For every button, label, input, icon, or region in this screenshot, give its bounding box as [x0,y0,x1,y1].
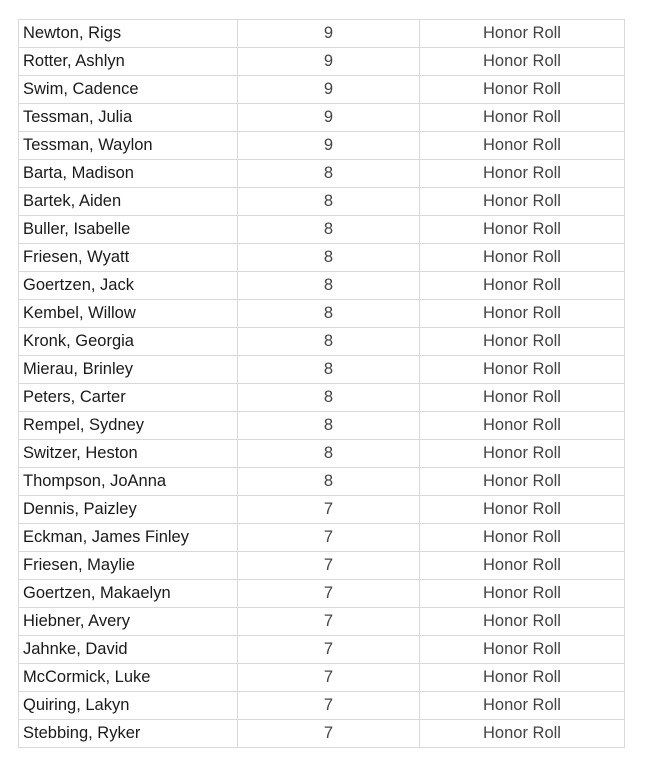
grade-cell[interactable]: 7 [238,496,420,524]
grade-cell[interactable]: 9 [238,132,420,160]
student-name-cell[interactable]: Switzer, Heston [19,440,238,468]
table-row [19,216,625,244]
table-row [19,552,625,580]
grade-cell[interactable]: 9 [238,104,420,132]
table-row [19,692,625,720]
award-cell[interactable]: Honor Roll [420,132,625,160]
award-cell[interactable]: Honor Roll [420,188,625,216]
grade-cell[interactable]: 8 [238,412,420,440]
student-name-cell[interactable]: Dennis, Paizley [19,496,238,524]
award-cell[interactable]: Honor Roll [420,664,625,692]
table-row [19,720,625,748]
grade-cell[interactable]: 8 [238,468,420,496]
student-name-cell[interactable]: Quiring, Lakyn [19,692,238,720]
student-name-cell[interactable]: Goertzen, Jack [19,272,238,300]
table-row [19,132,625,160]
student-name-cell[interactable]: Kronk, Georgia [19,328,238,356]
award-cell[interactable]: Honor Roll [420,524,625,552]
grade-cell[interactable]: 7 [238,720,420,748]
student-name-cell[interactable]: Mierau, Brinley [19,356,238,384]
grade-cell[interactable]: 9 [238,48,420,76]
award-cell[interactable]: Honor Roll [420,76,625,104]
award-cell[interactable]: Honor Roll [420,20,625,48]
student-name-cell[interactable]: Hiebner, Avery [19,608,238,636]
award-cell[interactable]: Honor Roll [420,580,625,608]
grade-cell[interactable]: 8 [238,160,420,188]
student-name-cell[interactable]: Goertzen, Makaelyn [19,580,238,608]
student-name-cell[interactable]: Kembel, Willow [19,300,238,328]
award-cell[interactable]: Honor Roll [420,496,625,524]
table-row [19,664,625,692]
student-name-cell[interactable]: Tessman, Waylon [19,132,238,160]
grade-cell[interactable]: 8 [238,244,420,272]
table-row [19,244,625,272]
table-row [19,384,625,412]
award-cell[interactable]: Honor Roll [420,244,625,272]
grade-cell[interactable]: 7 [238,552,420,580]
table-row [19,300,625,328]
table-row [19,48,625,76]
table-row [19,468,625,496]
grade-cell[interactable]: 8 [238,272,420,300]
table-row [19,524,625,552]
student-name-cell[interactable]: McCormick, Luke [19,664,238,692]
student-name-cell[interactable]: Tessman, Julia [19,104,238,132]
table-row [19,188,625,216]
award-cell[interactable]: Honor Roll [420,608,625,636]
table-row [19,412,625,440]
award-cell[interactable]: Honor Roll [420,552,625,580]
award-cell[interactable]: Honor Roll [420,720,625,748]
grade-cell[interactable]: 7 [238,524,420,552]
table-body [19,20,625,748]
award-cell[interactable]: Honor Roll [420,636,625,664]
grade-cell[interactable]: 8 [238,188,420,216]
award-cell[interactable]: Honor Roll [420,328,625,356]
award-cell[interactable]: Honor Roll [420,356,625,384]
grade-cell[interactable]: 8 [238,356,420,384]
award-cell[interactable]: Honor Roll [420,272,625,300]
student-name-cell[interactable]: Buller, Isabelle [19,216,238,244]
award-cell[interactable]: Honor Roll [420,216,625,244]
table-row [19,272,625,300]
grade-cell[interactable]: 7 [238,664,420,692]
award-cell[interactable]: Honor Roll [420,692,625,720]
grade-cell[interactable]: 8 [238,440,420,468]
student-name-cell[interactable]: Barta, Madison [19,160,238,188]
grade-cell[interactable]: 9 [238,76,420,104]
honor-roll-table [18,19,625,748]
grade-cell[interactable]: 8 [238,328,420,356]
grade-cell[interactable]: 8 [238,216,420,244]
student-name-cell[interactable]: Rempel, Sydney [19,412,238,440]
award-cell[interactable]: Honor Roll [420,412,625,440]
table-row [19,440,625,468]
student-name-cell[interactable]: Stebbing, Ryker [19,720,238,748]
table-row [19,160,625,188]
grade-cell[interactable]: 7 [238,608,420,636]
award-cell[interactable]: Honor Roll [420,384,625,412]
award-cell[interactable]: Honor Roll [420,440,625,468]
grade-cell[interactable]: 7 [238,636,420,664]
table-row [19,20,625,48]
student-name-cell[interactable]: Rotter, Ashlyn [19,48,238,76]
student-name-cell[interactable]: Thompson, JoAnna [19,468,238,496]
award-cell[interactable]: Honor Roll [420,300,625,328]
award-cell[interactable]: Honor Roll [420,160,625,188]
table-row [19,356,625,384]
student-name-cell[interactable]: Friesen, Wyatt [19,244,238,272]
student-name-cell[interactable]: Newton, Rigs [19,20,238,48]
award-cell[interactable]: Honor Roll [420,468,625,496]
grade-cell[interactable]: 8 [238,300,420,328]
table-row [19,608,625,636]
student-name-cell[interactable]: Swim, Cadence [19,76,238,104]
student-name-cell[interactable]: Jahnke, David [19,636,238,664]
grade-cell[interactable]: 7 [238,692,420,720]
table-row [19,76,625,104]
table-row [19,496,625,524]
table-row [19,104,625,132]
grade-cell[interactable]: 8 [238,384,420,412]
table-row [19,328,625,356]
student-name-cell[interactable]: Friesen, Maylie [19,552,238,580]
student-name-cell[interactable]: Eckman, James Finley [19,524,238,552]
grade-cell[interactable]: 7 [238,580,420,608]
student-name-cell[interactable]: Bartek, Aiden [19,188,238,216]
award-cell[interactable]: Honor Roll [420,48,625,76]
student-name-cell[interactable]: Peters, Carter [19,384,238,412]
award-cell[interactable]: Honor Roll [420,104,625,132]
table-row [19,580,625,608]
table-row [19,636,625,664]
grade-cell[interactable]: 9 [238,20,420,48]
